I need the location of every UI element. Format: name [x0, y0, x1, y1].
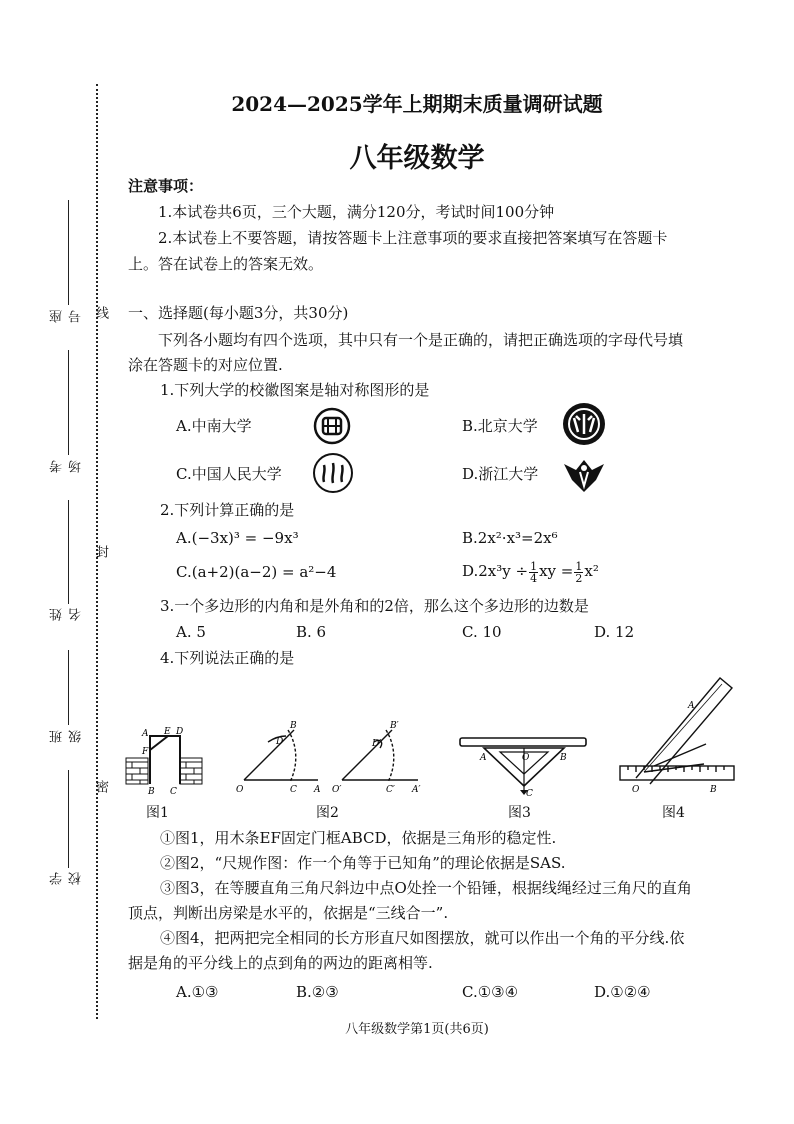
question-1-stem: 1.下列大学的校徽图案是轴对称图形的是: [160, 381, 430, 399]
figure-2-caption: 图2: [316, 805, 339, 821]
seal-char-dense: 密: [93, 780, 108, 793]
q3-option-b: B. 6: [296, 623, 327, 641]
fig1-label-f: F: [142, 747, 149, 757]
fraction-numerator: 1: [530, 559, 538, 573]
renmin-university-logo-icon: [312, 452, 354, 494]
fraction-denominator: 4: [530, 571, 538, 585]
fig4-label-a: A: [688, 701, 695, 711]
q3-option-c: C. 10: [462, 623, 502, 641]
section-1-intro-line-2: 涂在答题卡的对应位置.: [128, 356, 283, 374]
field-underline: [68, 500, 69, 604]
fig4-label-b: B: [710, 785, 717, 795]
q3-option-d: D. 12: [594, 623, 635, 641]
notes-item-1: 1.本试卷共6页，三个大题，满分120分，考试时间100分钟: [158, 203, 555, 221]
q4-option-a: A.①③: [176, 983, 219, 1001]
exam-title: 2024—2025学年上期期末质量调研试题: [231, 92, 603, 116]
fraction-denominator: 2: [575, 571, 583, 585]
fig2-label-c: C: [290, 785, 297, 795]
fraction: [529, 561, 538, 584]
fig1-label-a: A: [142, 729, 149, 739]
fig3-label-c: C: [526, 789, 533, 798]
figure-4-caption: 图4: [662, 805, 685, 821]
fig2-label-o: O: [236, 785, 244, 795]
q4-statement-3-line-2: 顶点，判断出房梁是水平的，依据是“三线合一”.: [128, 904, 449, 922]
q3-option-a: A. 5: [176, 623, 206, 641]
fraction: [574, 561, 583, 584]
notes-item-2-line-2: 上。答在试卷上的答案无效。: [128, 255, 324, 273]
fig1-label-c: C: [170, 787, 177, 797]
fig1-label-d: D: [176, 727, 184, 737]
fig2-label-b-prime: B′: [390, 721, 399, 731]
q1-option-a-label: A.中南大学: [176, 417, 252, 435]
q2-d-mid: xy =: [539, 562, 574, 580]
q4-option-d: D.①②④: [594, 983, 651, 1001]
field-underline: [68, 770, 69, 868]
seal-char-seal: 封: [93, 545, 108, 558]
zhejiang-university-logo-icon: [562, 452, 606, 496]
field-label: 学校: [50, 872, 84, 885]
figure-1-caption: 图1: [146, 805, 169, 821]
fig2-label-d-prime: D′: [372, 739, 382, 749]
peking-university-logo-icon: [562, 402, 606, 446]
q4-statement-1: ①图1，用木条EF固定门框ABCD，依据是三角形的稳定性.: [160, 829, 557, 847]
q4-statement-4-line-1: ④图4，把两把完全相同的长方形直尺如图摆放，就可以作出一个角的平分线.依: [160, 929, 685, 947]
q2-d-prefix: D.2x³y ÷: [462, 562, 529, 580]
section-1-intro-line-1: 下列各小题均有四个选项，其中只有一个是正确的，请把正确选项的字母代号填: [158, 331, 684, 349]
q1-option-b-label: B.北京大学: [462, 417, 538, 435]
fig3-label-b: B: [560, 753, 567, 763]
fig2-label-d: D: [276, 737, 284, 747]
q2-option-c: C.(a+2)(a−2) = a²−4: [176, 563, 337, 581]
notes-heading: 注意事项：: [128, 177, 204, 195]
q1-option-c-label: C.中国人民大学: [176, 465, 282, 483]
field-label: 考场: [50, 460, 84, 473]
fig1-label-e: E: [164, 727, 171, 737]
field-underline: [68, 350, 69, 455]
q4-statement-2: ②图2，“尺规作图：作一个角等于已知角”的理论依据是SAS.: [160, 854, 566, 872]
page-footer: 八年级数学第1页(共6页): [345, 1022, 489, 1037]
field-underline: [68, 200, 69, 305]
q2-option-d: [462, 556, 599, 586]
figure-2-angle-construction-right: [330, 716, 430, 796]
fig2-label-c-prime: C′: [386, 785, 395, 795]
figure-3-caption: 图3: [508, 805, 531, 821]
seal-char-line: 线: [93, 306, 108, 319]
q2-d-suffix: x²: [584, 562, 599, 580]
q2-option-b: B.2x²·x³=2x⁶: [462, 529, 558, 547]
fig4-label-o: O: [632, 785, 640, 795]
question-3-stem: 3.一个多边形的内角和是外角和的2倍，那么这个多边形的边数是: [160, 597, 589, 615]
fraction-numerator: 1: [575, 559, 583, 573]
field-label: 座号: [50, 310, 84, 323]
field-label: 姓名: [50, 608, 84, 621]
q2-option-a: A.(−3x)³ = −9x³: [176, 529, 299, 547]
q1-option-d-label: D.浙江大学: [462, 465, 539, 483]
q4-statement-4-line-2: 据是角的平分线上的点到角的两边的距离相等.: [128, 954, 433, 972]
figure-1-door-frame: [122, 722, 206, 798]
section-1-heading: 一、选择题(每小题3分，共30分): [128, 304, 349, 322]
question-4-stem: 4.下列说法正确的是: [160, 649, 295, 667]
subject-title: 八年级数学: [349, 143, 485, 174]
fig3-label-o: O: [522, 753, 530, 763]
zhongnan-university-logo-icon: [312, 406, 352, 446]
q4-statement-3-line-1: ③图3，在等腰直角三角尺斜边中点O处拴一个铅锤，根据线绳经过三角尺的直角: [160, 879, 692, 897]
fig2-label-a: A: [314, 785, 321, 795]
fig1-label-b: B: [148, 787, 155, 797]
fig2-label-b: B: [290, 721, 297, 731]
question-2-stem: 2.下列计算正确的是: [160, 501, 295, 519]
field-underline: [68, 650, 69, 725]
figure-3-set-square-plumb: [456, 732, 590, 798]
q4-option-b: B.②③: [296, 983, 339, 1001]
fig2-label-o-prime: O′: [332, 785, 342, 795]
figure-2-angle-construction-left: [232, 716, 328, 796]
fig3-label-a: A: [480, 753, 487, 763]
field-label: 班级: [50, 730, 84, 743]
fig2-label-a-prime: A′: [412, 785, 421, 795]
notes-item-2-line-1: 2.本试卷上不要答题，请按答题卡上注意事项的要求直接把答案填写在答题卡: [158, 229, 668, 247]
figure-4-two-rulers: [614, 672, 742, 800]
q4-option-c: C.①③④: [462, 983, 519, 1001]
